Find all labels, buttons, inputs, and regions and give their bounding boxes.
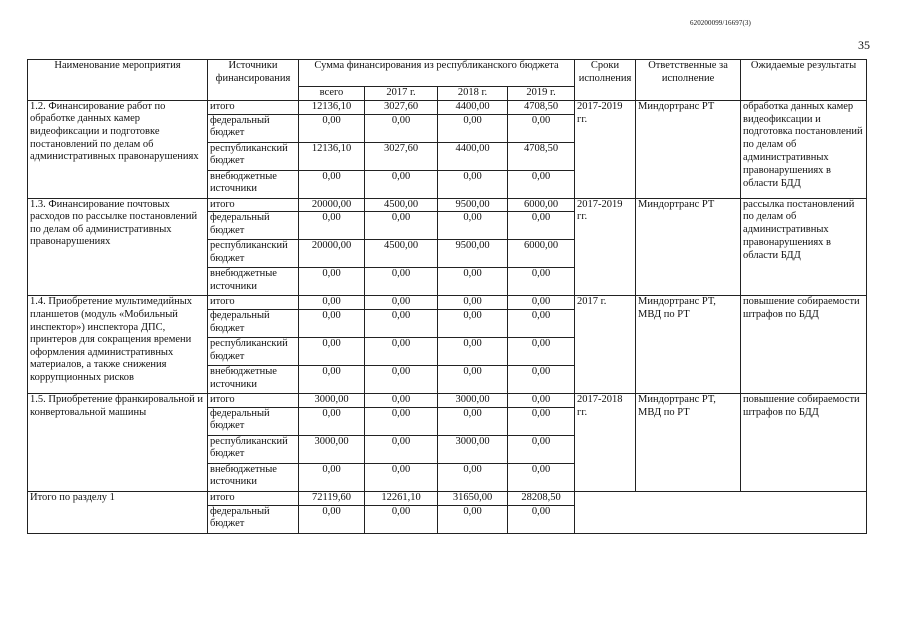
amount-y2018: 0,00 xyxy=(438,366,508,394)
empty-cell xyxy=(575,491,867,533)
amount-y2019: 0,00 xyxy=(508,505,575,533)
funding-source: итого xyxy=(208,394,299,408)
measure-name: 1.4. Приобретение мультимедийных планшетов (модуль «Мобильный инспектор») инспектора ДПС, принтеров для сокращения времени оформления административных материалов, а также снижения коррупционных рисков xyxy=(28,296,208,394)
amount-total: 0,00 xyxy=(299,407,365,435)
amount-total: 0,00 xyxy=(299,366,365,394)
amount-total: 0,00 xyxy=(299,296,365,310)
page-number: 35 xyxy=(858,38,870,52)
amount-y2019: 0,00 xyxy=(508,394,575,408)
execution-term: 2017-2018 гг. xyxy=(575,394,636,492)
funding-source: федеральный бюджет xyxy=(208,407,299,435)
amount-y2017: 4500,00 xyxy=(365,240,438,268)
amount-y2017: 0,00 xyxy=(365,435,438,463)
expected-result: повышение собираемости штрафов по БДД xyxy=(741,394,867,492)
header-2018: 2018 г. xyxy=(438,87,508,101)
amount-y2017: 0,00 xyxy=(365,407,438,435)
responsible: Миндортранс РТ xyxy=(636,198,741,296)
amount-y2017: 0,00 xyxy=(365,505,438,533)
measure-name: 1.2. Финансирование работ по обработке данных камер видеофиксации и подготовке постановлений по делам об административных правонарушениях xyxy=(28,100,208,198)
header-2017: 2017 г. xyxy=(365,87,438,101)
amount-y2018: 9500,00 xyxy=(438,198,508,212)
amount-y2017: 0,00 xyxy=(365,114,438,142)
amount-total: 0,00 xyxy=(299,505,365,533)
execution-term: 2017 г. xyxy=(575,296,636,394)
table-row xyxy=(28,100,867,114)
header-term: Сроки исполнения xyxy=(575,60,636,101)
table-row xyxy=(28,198,867,212)
amount-total: 20000,00 xyxy=(299,198,365,212)
funding-source: итого xyxy=(208,100,299,114)
amount-y2017: 0,00 xyxy=(365,394,438,408)
amount-total: 0,00 xyxy=(299,310,365,338)
responsible: Миндортранс РТ xyxy=(636,100,741,198)
funding-source: республиканский бюджет xyxy=(208,435,299,463)
amount-y2019: 0,00 xyxy=(508,463,575,491)
amount-y2019: 0,00 xyxy=(508,296,575,310)
amount-y2018: 0,00 xyxy=(438,296,508,310)
amount-y2019: 6000,00 xyxy=(508,198,575,212)
execution-term: 2017-2019 гг. xyxy=(575,100,636,198)
amount-y2017: 0,00 xyxy=(365,296,438,310)
funding-source: итого xyxy=(208,491,299,505)
table-row xyxy=(28,296,867,310)
funding-source: внебюджетные источники xyxy=(208,366,299,394)
execution-term: 2017-2019 гг. xyxy=(575,198,636,296)
amount-y2017: 12261,10 xyxy=(365,491,438,505)
expected-result: обработка данных камер видеофиксации и подготовка постановлений по делам об административных правонарушениях в области БДД xyxy=(741,100,867,198)
amount-total: 3000,00 xyxy=(299,394,365,408)
amount-y2019: 6000,00 xyxy=(508,240,575,268)
funding-source: федеральный бюджет xyxy=(208,505,299,533)
amount-y2017: 4500,00 xyxy=(365,198,438,212)
funding-source: федеральный бюджет xyxy=(208,114,299,142)
amount-y2019: 28208,50 xyxy=(508,491,575,505)
section-total-name: Итого по разделу 1 xyxy=(28,491,208,533)
amount-y2018: 0,00 xyxy=(438,170,508,198)
document-id: 620200099/16697(3) xyxy=(690,19,751,27)
amount-y2019: 0,00 xyxy=(508,338,575,366)
amount-y2019: 0,00 xyxy=(508,212,575,240)
amount-y2018: 9500,00 xyxy=(438,240,508,268)
funding-source: республиканский бюджет xyxy=(208,338,299,366)
amount-y2019: 0,00 xyxy=(508,114,575,142)
amount-y2018: 0,00 xyxy=(438,310,508,338)
measure-name: 1.3. Финансирование почтовых расходов по рассылке постановлений по делам об административных правонарушениях xyxy=(28,198,208,296)
header-source: Источники финансирования xyxy=(208,60,299,101)
amount-y2018: 0,00 xyxy=(438,463,508,491)
amount-y2017: 0,00 xyxy=(365,310,438,338)
amount-y2017: 0,00 xyxy=(365,212,438,240)
funding-source: федеральный бюджет xyxy=(208,212,299,240)
amount-y2018: 0,00 xyxy=(438,268,508,296)
amount-total: 3000,00 xyxy=(299,435,365,463)
header-2019: 2019 г. xyxy=(508,87,575,101)
amount-total: 0,00 xyxy=(299,338,365,366)
amount-y2017: 3027,60 xyxy=(365,142,438,170)
funding-source: внебюджетные источники xyxy=(208,170,299,198)
amount-total: 0,00 xyxy=(299,463,365,491)
expected-result: рассылка постановлений по делам об административных правонарушениях в области БДД xyxy=(741,198,867,296)
amount-y2018: 3000,00 xyxy=(438,394,508,408)
amount-total: 20000,00 xyxy=(299,240,365,268)
amount-y2018: 4400,00 xyxy=(438,142,508,170)
amount-total: 12136,10 xyxy=(299,142,365,170)
amount-y2019: 4708,50 xyxy=(508,142,575,170)
amount-y2019: 0,00 xyxy=(508,435,575,463)
funding-source: внебюджетные источники xyxy=(208,463,299,491)
expected-result: повышение собираемости штрафов по БДД xyxy=(741,296,867,394)
amount-y2017: 0,00 xyxy=(365,268,438,296)
amount-y2017: 0,00 xyxy=(365,366,438,394)
amount-y2017: 0,00 xyxy=(365,338,438,366)
header-name: Наименование мероприятия xyxy=(28,60,208,101)
table-row xyxy=(28,491,867,505)
amount-y2018: 3000,00 xyxy=(438,435,508,463)
amount-y2017: 0,00 xyxy=(365,170,438,198)
amount-y2018: 4400,00 xyxy=(438,100,508,114)
amount-y2018: 0,00 xyxy=(438,407,508,435)
responsible: Миндортранс РТ, МВД по РТ xyxy=(636,394,741,492)
table-body xyxy=(28,100,867,533)
amount-total: 0,00 xyxy=(299,212,365,240)
amount-y2017: 3027,60 xyxy=(365,100,438,114)
header-responsible: Ответственные за исполнение xyxy=(636,60,741,101)
amount-y2019: 0,00 xyxy=(508,170,575,198)
amount-total: 72119,60 xyxy=(299,491,365,505)
header-results: Ожидаемые результаты xyxy=(741,60,867,101)
amount-total: 0,00 xyxy=(299,268,365,296)
funding-source: республиканский бюджет xyxy=(208,142,299,170)
funding-source: внебюджетные источники xyxy=(208,268,299,296)
amount-y2018: 0,00 xyxy=(438,212,508,240)
header-total: всего xyxy=(299,87,365,101)
responsible: Миндортранс РТ, МВД по РТ xyxy=(636,296,741,394)
amount-y2019: 0,00 xyxy=(508,366,575,394)
amount-y2019: 4708,50 xyxy=(508,100,575,114)
funding-source: итого xyxy=(208,296,299,310)
amount-y2019: 0,00 xyxy=(508,407,575,435)
funding-source: республиканский бюджет xyxy=(208,240,299,268)
funding-source: федеральный бюджет xyxy=(208,310,299,338)
funding-source: итого xyxy=(208,198,299,212)
amount-total: 0,00 xyxy=(299,114,365,142)
table-row xyxy=(28,394,867,408)
amount-y2019: 0,00 xyxy=(508,268,575,296)
amount-y2019: 0,00 xyxy=(508,310,575,338)
amount-total: 0,00 xyxy=(299,170,365,198)
funding-table xyxy=(27,59,867,534)
amount-y2018: 0,00 xyxy=(438,505,508,533)
amount-y2018: 0,00 xyxy=(438,338,508,366)
measure-name: 1.5. Приобретение франкировальной и конвертовальной машины xyxy=(28,394,208,492)
amount-y2018: 31650,00 xyxy=(438,491,508,505)
amount-y2018: 0,00 xyxy=(438,114,508,142)
amount-total: 12136,10 xyxy=(299,100,365,114)
header-funding: Сумма финансирования из республиканского бюджета xyxy=(299,60,575,87)
amount-y2017: 0,00 xyxy=(365,463,438,491)
